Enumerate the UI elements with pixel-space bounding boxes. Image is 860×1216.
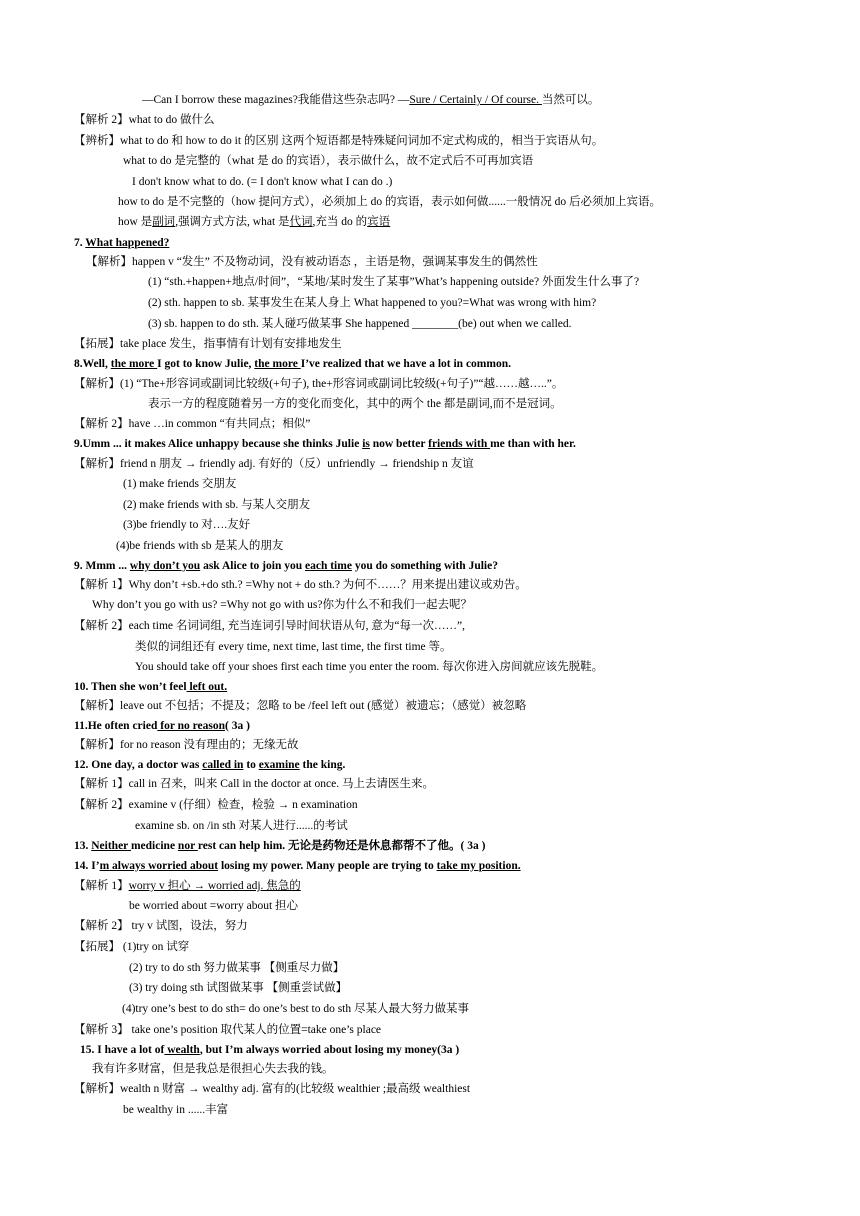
doc-line: (2) try to do sth 努力做某事 【侧重尽力做】 bbox=[129, 962, 345, 974]
doc-heading: 14. I’m always worried about losing my power. Many people are trying to take my position. bbox=[74, 860, 521, 872]
doc-line: —Can I borrow these magazines?我能借这些杂志吗? —Sure / Certainly / Of course. 当然可以。 bbox=[142, 94, 600, 106]
doc-line: 类似的词组还有 every time, next time, last time, the first time 等。 bbox=[135, 641, 452, 653]
doc-line: 【解析 2】each time 名词词组, 充当连词引导时间状语从句, 意为“每一次……”, bbox=[74, 620, 465, 632]
doc-line: (1) make friends 交朋友 bbox=[123, 478, 237, 490]
doc-line: 【解析 1】call in 召来，叫来 Call in the doctor at once. 马上去请医生来。 bbox=[74, 778, 434, 790]
doc-line: 【辨析】what to do 和 how to do it 的区别 这两个短语都是特殊疑问词加不定式构成的，相当于宾语从句。 bbox=[74, 135, 604, 147]
doc-heading: 12. One day, a doctor was called in to examine the king. bbox=[74, 759, 346, 771]
doc-line: (3) try doing sth 试图做某事 【侧重尝试做】 bbox=[129, 982, 348, 994]
doc-heading: 15. I have a lot of wealth, but I’m always worried about losing my money(3a ) bbox=[80, 1044, 460, 1056]
doc-line: (3) sb. happen to do sth. 某人碰巧做某事 She happened ________(be) out when we called. bbox=[148, 318, 572, 330]
doc-line: (4)be friends with sb 是某人的朋友 bbox=[116, 540, 284, 552]
doc-line: examine sb. on /in sth 对某人进行......的考试 bbox=[135, 820, 348, 832]
doc-line: how to do 是不完整的（how 提问方式），必须加上 do 的宾语，表示如何做......一般情况 do 后必须加上宾语。 bbox=[118, 196, 662, 208]
doc-line: (3)be friendly to 对….友好 bbox=[123, 519, 251, 531]
doc-line: I don't know what to do. (= I don't know what I can do .) bbox=[132, 176, 393, 188]
doc-line: 【拓展】take place 发生，指事情有计划有安排地发生 bbox=[74, 338, 342, 350]
doc-heading: 13. Neither medicine nor rest can help him. 无论是药物还是休息都帮不了他。( 3a ) bbox=[74, 840, 486, 852]
doc-line: 【解析】wealth n 财富 → wealthy adj. 富有的(比较级 wealthier ;最高级 wealthiest bbox=[74, 1083, 471, 1095]
doc-line: 【解析 2】what to do 做什么 bbox=[74, 114, 215, 126]
doc-heading: 9. Mmm ... why don’t you ask Alice to join you each time you do something with Julie? bbox=[74, 560, 498, 572]
doc-line: what to do 是完整的（what 是 do 的宾语），表示做什么，故不定式后不可再加宾语 bbox=[123, 155, 534, 167]
doc-line: 我有许多财富，但是我总是很担心失去我的钱。 bbox=[92, 1063, 334, 1075]
doc-line: 【解析 1】worry v 担心 → worried adj. 焦急的 bbox=[74, 880, 301, 892]
doc-line: 【解析 2】 try v 试图，设法，努力 bbox=[74, 920, 248, 932]
doc-line: 表示一方的程度随着另一方的变化而变化，其中的两个 the 都是副词,而不是冠词。 bbox=[148, 398, 562, 410]
doc-line: 【解析】leave out 不包括；不提及；忽略 to be /feel left out (感觉）被遗忘；（感觉）被忽略 bbox=[74, 700, 527, 712]
doc-line: 【拓展】 (1)try on 试穿 bbox=[74, 941, 190, 953]
doc-line: 【解析】(1) “The+形容词或副词比较级(+句子), the+形容词或副词比较级(+句子)”“越……越…..”。 bbox=[74, 378, 564, 390]
doc-line: 【解析】happen v “发生” 不及物动词，没有被动语态 ，主语是物，强调某事发生的偶然性 bbox=[86, 256, 538, 268]
doc-heading: 10. Then she won’t feel left out. bbox=[74, 681, 228, 693]
doc-line: (1) “sth.+happen+地点/时间”，“某地/某时发生了某事”What’s happening outside? 外面发生什么事了? bbox=[148, 276, 640, 288]
doc-heading: 7. What happened? bbox=[74, 237, 170, 249]
doc-line: 【解析 3】 take one’s position 取代某人的位置=take one’s place bbox=[74, 1024, 382, 1036]
doc-line: be worried about =worry about 担心 bbox=[129, 900, 299, 912]
doc-line: how 是副词,强调方式方法, what 是代词,充当 do 的宾语 bbox=[118, 216, 391, 228]
doc-heading: 11.He often cried for no reason( 3a ) bbox=[74, 720, 250, 732]
doc-line: 【解析】for no reason 没有理由的；无缘无故 bbox=[74, 739, 299, 751]
doc-line: (2) make friends with sb. 与某人交朋友 bbox=[123, 499, 311, 511]
doc-heading: 8.Well, the more I got to know Julie, the more I’ve realized that we have a lot in common. bbox=[74, 358, 511, 370]
doc-heading: 9.Umm ... it makes Alice unhappy because she thinks Julie is now better friends with me than with her. bbox=[74, 438, 576, 450]
doc-line: (2) sth. happen to sb. 某事发生在某人身上 What happened to you?=What was wrong with him? bbox=[148, 297, 597, 309]
doc-line: Why don’t you go with us? =Why not go with us?你为什么不和我们一起去呢？ bbox=[92, 599, 473, 611]
doc-line: (4)try one’s best to do sth= do one’s best to do sth 尽某人最大努力做某事 bbox=[122, 1003, 469, 1015]
doc-line: 【解析 2】have …in common “有共同点；相似” bbox=[74, 418, 311, 430]
doc-line: 【解析】friend n 朋友 → friendly adj. 有好的（反）unfriendly → friendship n 友谊 bbox=[74, 458, 474, 470]
doc-line: You should take off your shoes first each time you enter the room. 每次你进入房间就应该先脱鞋。 bbox=[135, 661, 604, 673]
doc-line: be wealthy in ......丰富 bbox=[123, 1104, 229, 1116]
doc-line: 【解析 2】examine v (仔细）检查，检验 → n examination bbox=[74, 799, 358, 811]
doc-line: 【解析 1】Why don’t +sb.+do sth.? =Why not + do sth.? 为何不……？用来提出建议或劝告。 bbox=[74, 579, 527, 591]
